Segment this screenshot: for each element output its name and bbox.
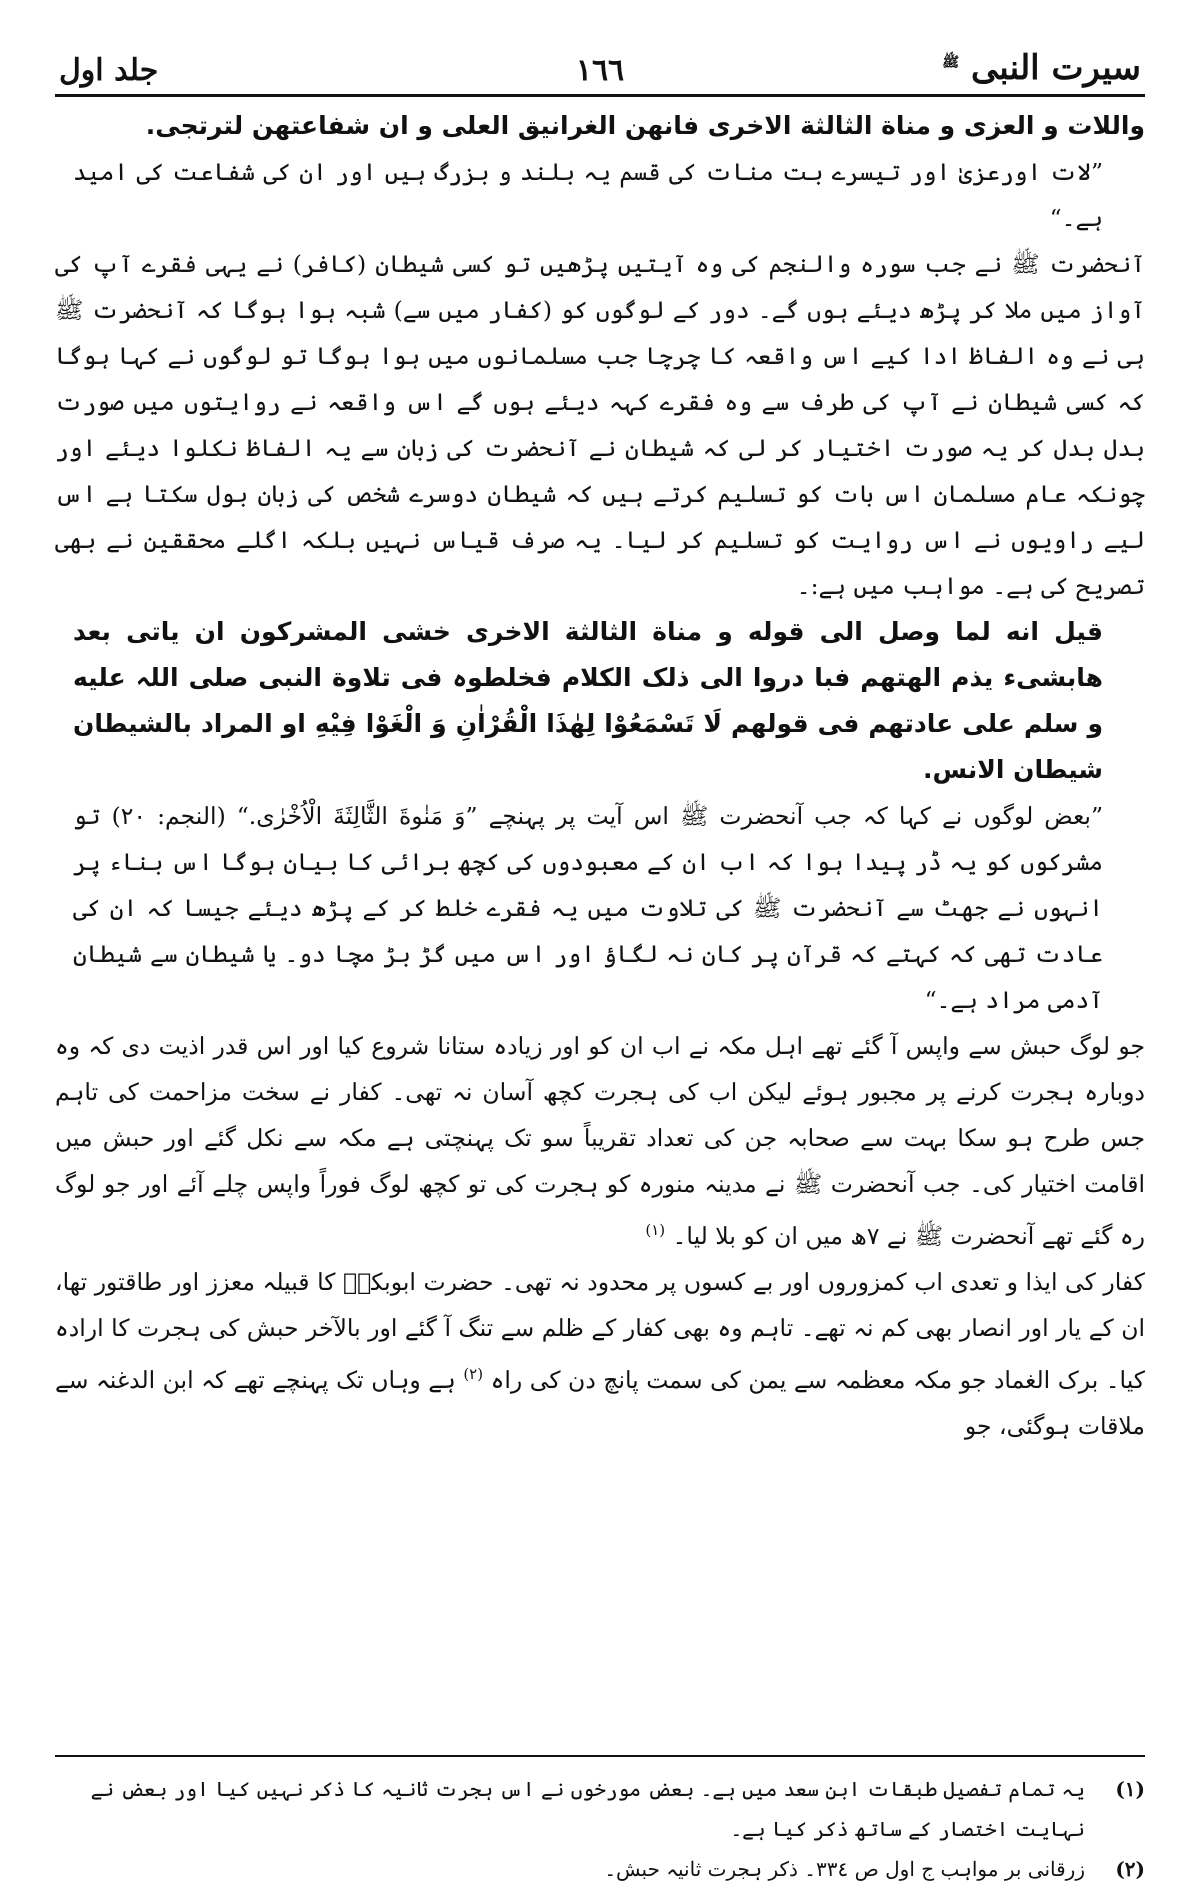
footnote-1-text: یہ تمام تفصیل طبقات ابن سعد میں ہے۔ بعض مورخوں نے اس ہجرت ثانیہ کا ذکر نہیں کیا اور بعض نے نہایت اختصار کے ساتھ ذکر کیا ہے۔ xyxy=(90,1777,1085,1841)
paragraph-second-hijrah xyxy=(55,1023,1145,1259)
page-number: ١٦٦ xyxy=(575,53,625,88)
footnote-ref-1[interactable]: (١) xyxy=(645,1221,666,1239)
footnote-1 xyxy=(55,1769,1145,1849)
paragraph-explanation: آنحضرت ﷺ نے جب سورہ والنجم کی وہ آیتیں پڑھیں تو کسی شیطان (کافر) نے یہی فقرے آپ کی آواز میں ملا کر پڑھ دیئے ہوں گے۔ دور کے لوگوں کو (کفار میں سے) شبہ ہوا ہوگا کہ آنحضرت ﷺ ہی نے وہ الفاظ ادا کیے اس واقعہ کا چرچا جب مسلمانوں میں ہوا ہوگا تو لوگوں نے کہا ہوگا کہ کسی شیطان نے آپ کی طرف سے وہ فقرے کہہ دیئے ہوں گے اس واقعہ نے روایتوں میں صورت بدل بدل کر یہ صورت اختیار کر لی کہ شیطان نے آنحضرت کی زبان سے یہ الفاظ نکلوا دیئے اور چونکہ عام مسلمان اس بات کو تسلیم کرتے ہیں کہ شیطان دوسرے شخص کی زبان بول سکتا ہے اس لیے راویوں نے اس روایت کو تسلیم کر لیا۔ یہ صرف قیاس نہیں بلکہ اگلے محققین نے بھی تصریح کی ہے۔ مواہب میں ہے:۔ xyxy=(55,250,1145,600)
footnote-2-number: (٢) xyxy=(1115,1857,1145,1881)
footnote-2-text: زرقانی بر مواہب ج اول ص ٣٣٤۔ ذکر ہجرت ثانیہ حبش۔ xyxy=(604,1857,1085,1881)
paragraph-second-hijrah-text: جو لوگ حبش سے واپس آ گئے تھے اہل مکہ نے اب ان کو اور زیادہ ستانا شروع کیا اور اس قدر اذیت دی کہ وہ دوبارہ ہجرت کرنے پر مجبور ہوئے لیکن اب کی ہجرت کچھ آسان نہ تھی۔ کفار نے سخت مزاحمت کی تاہم جس طرح ہو سکا بہت سے صحابہ جن کی تعداد تقریباً سو تک پہنچتی ہے مکہ سے نکل گئے اور حبش میں اقامت اختیار کی۔ جب آنحضرت ﷺ نے مدینہ منورہ کو ہجرت کی تو کچھ لوگ فوراً واپس چلے آئے اور جو لوگ رہ گئے تھے آنحضرت ﷺ نے ٧ھ میں ان کو بلا لیا۔ xyxy=(55,1032,1145,1250)
book-title xyxy=(942,48,1141,88)
book-title-text: سیرت النبی xyxy=(970,48,1141,88)
page-header xyxy=(55,28,1145,97)
paragraph-abu-bakr-end: ہے وہاں تک پہنچے تھے کہ ابن الدغنہ سے ملاقات ہوگئی، جو xyxy=(55,1365,1145,1440)
paragraph-abu-bakr xyxy=(55,1259,1145,1449)
footnotes xyxy=(55,1755,1145,1889)
honorific-glyph: ﷺ xyxy=(942,54,960,71)
arabic-quote-mawahib: قیل انه لما وصل الی قوله و مناة الثالثة الاخری خشی المشرکون ان یاتی بعد ھابشیء یذم الھتھم فبا دروا الی ذلک الکلام فخلطوہ فی تلاوة النبی صلی اللہ علیه و سلم علی عادتھم فی قولھم لَا تَسْمَعُوْا لِھٰذَا الْقُرْاٰنِ وَ الْغَوْا فِیْهِ او المراد بالشیطان شیطان الانس. xyxy=(73,617,1103,784)
translation-1: ”لات اورعزیٰ اور تیسرے بت منات کی قسم یہ بلند و بزرگ ہیں اور ان کی شفاعت کی امید ہے۔“ xyxy=(73,158,1103,232)
translation-2: ”بعض لوگوں نے کہا کہ جب آنحضرت ﷺ اس آیت پر پہنچے ”وَ مَنٰوةَ الثَّالِثَةَ الْاُخْرٰی.“ (النجم: ٢٠) تو مشرکوں کو یہ ڈر پیدا ہوا کہ اب ان کے معبودوں کی کچھ برائی کا بیان ہوگا اس بناء پر انہوں نے جھٹ سے آنحضرت ﷺ کی تلاوت میں یہ فقرے خلط کر کے پڑھ دیئے جیسا کہ ان کی عادت تھی کہ کہتے کہ قرآن پر کان نہ لگاؤ اور اس میں گڑ بڑ مچا دو۔ یا شیطان سے شیطان آدمی مراد ہے۔“ xyxy=(73,802,1103,1014)
paragraph-abu-bakr-text: کفار کی ایذا و تعدی اب کمزوروں اور بے کسوں پر محدود نہ تھی۔ حضرت ابوبکرؓ کا قبیلہ معزز اور طاقتور تھا، ان کے یار اور انصار بھی کم نہ تھے۔ تاہم وہ بھی کفار کے ظلم سے تنگ آ گئے اور بالآخر حبش کی ہجرت کا ارادہ کیا۔ برک الغماد جو مکہ معظمہ سے یمن کی سمت پانچ دن کی راہ xyxy=(55,1267,1145,1394)
arabic-quote-1: واللات و العزی و مناة الثالثة الاخری فانھن الغرانیق العلی و ان شفاعتھن لترتجی. xyxy=(145,111,1145,140)
footnote-ref-2[interactable]: (٢) xyxy=(463,1364,484,1383)
document-page xyxy=(55,28,1145,1881)
volume-label: جلد اول xyxy=(59,53,159,88)
footnote-2 xyxy=(55,1849,1145,1889)
footnote-1-number: (١) xyxy=(1115,1777,1145,1801)
